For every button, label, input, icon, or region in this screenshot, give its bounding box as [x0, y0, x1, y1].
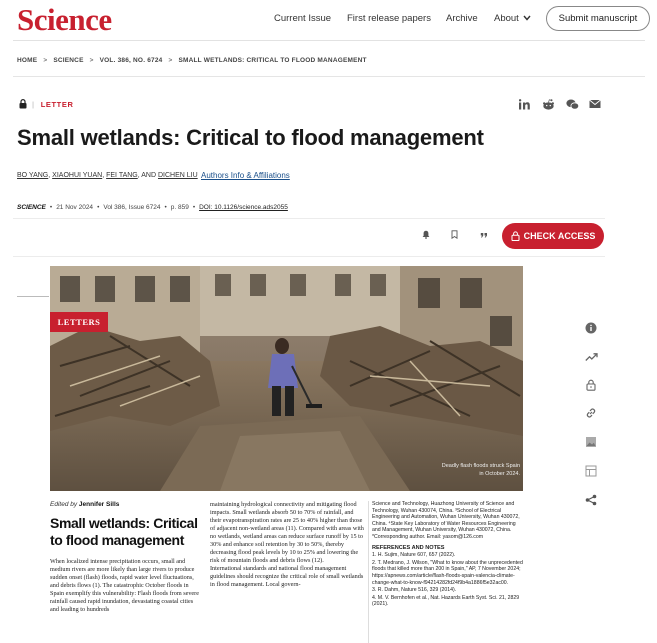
page-number: p. 859 [170, 204, 189, 211]
breadcrumb-current: SMALL WETLANDS: CRITICAL TO FLOOD MANAGEMENT [178, 57, 367, 64]
breadcrumb-volume[interactable]: VOL. 386, NO. 6724 [99, 57, 163, 64]
breadcrumb-separator: > [89, 57, 94, 64]
author-separator: , [48, 172, 53, 179]
toolbar-divider [13, 256, 605, 257]
nav-first-release-papers[interactable]: First release papers [347, 13, 431, 24]
quote-icon[interactable] [480, 230, 488, 239]
site-header [0, 0, 657, 40]
breadcrumb-home[interactable]: HOME [17, 57, 38, 64]
breadcrumb-science[interactable]: SCIENCE [53, 57, 84, 64]
share-icon[interactable] [584, 493, 598, 507]
citation-dot: • [97, 204, 100, 211]
author-separator: , [102, 172, 107, 179]
scan-column-3 [372, 501, 523, 609]
article-type-label: LETTER [40, 100, 74, 109]
trending-icon[interactable] [584, 350, 598, 364]
link-icon[interactable] [584, 406, 598, 420]
citation-line [17, 204, 288, 211]
citation-divider [13, 218, 605, 219]
chevron-down-icon [523, 15, 531, 21]
kicker-divider: | [32, 100, 35, 109]
submit-manuscript-button[interactable]: Submit manuscript [546, 6, 650, 31]
email-icon[interactable] [589, 99, 601, 109]
scan-column-2: maintaining hydrological connectivity and mitigating flood impacts. Small wetlands absorb 50 to 70% of rainfall, and their evapotranspiration rates are 25 to 40% higher than those of adjacent non-wetland areas (11). Compared with areas with no wetlands, wetland areas can reduce surface runoff by 15 to 30% and enhance soil retention by 30 to 50%, thereby decreasing flood peak levels by 10 to 25% and lowering the risk of mountain floods and debris flows (12). International standards and national flood management guidelines should recognize the critical role of small wetlands in flood management. Local govern- [210, 501, 364, 588]
link-icon-glyph [585, 407, 597, 419]
science-logo[interactable]: Science [17, 2, 112, 37]
journal-name: SCIENCE [17, 204, 46, 211]
reference-item: 3. R. Dahm, Nature 516, 329 (2014). [372, 587, 457, 594]
breadcrumb-separator: > [43, 57, 48, 64]
nav-archive[interactable]: Archive [446, 13, 478, 24]
authors-info-affiliations-link[interactable]: Authors Info & Affiliations [201, 171, 290, 180]
share-icon-glyph [585, 494, 597, 506]
breadcrumb-divider [13, 76, 645, 77]
check-access-button[interactable] [502, 223, 604, 249]
breadcrumb [17, 57, 367, 64]
photo-caption: Deadly flash floods struck Spain in October 2024. [441, 463, 520, 477]
letters-section-banner: LETTERS [50, 312, 108, 332]
info-icon[interactable] [584, 321, 598, 335]
reference-item: 1. H. Sujim, Nature 607, 657 (2022). [372, 552, 456, 559]
author-link[interactable]: FEI TANG [106, 172, 138, 179]
editor-name: Jennifer Sills [78, 501, 120, 508]
citation-dot: • [192, 204, 196, 211]
image-icon-glyph [585, 436, 597, 448]
author-list [17, 172, 198, 179]
bell-icon[interactable] [422, 230, 430, 239]
nav-current-issue[interactable]: Current Issue [274, 13, 332, 24]
reference-item: 2. T. Medrano, J. Wilson, "What to know about the unprecedented floods that killed more than 200 in Spain," AP, 7 November 2024; https://apnews.com/article/flash-floods-spain-valencia-climate-change-what-to-know-f94214282fd24f9b4a1886f5e32ac00. [372, 559, 523, 586]
flood-photo-illustration [50, 266, 523, 491]
header-divider [13, 40, 645, 41]
edited-by-prefix: Edited by [50, 501, 79, 508]
image-icon[interactable] [584, 435, 598, 449]
doi-link[interactable]: DOI: 10.1126/science.ads2055 [199, 204, 288, 211]
citation-dot: • [49, 204, 53, 211]
table-icon[interactable] [584, 464, 598, 478]
bookmark-icon[interactable] [451, 230, 458, 239]
article-type-kicker [32, 100, 73, 109]
reference-item: 4. M. V. Bernhofen et al., Nat. Hazards Earth Syst. Sci. 21, 2829 (2021). [372, 594, 520, 608]
article-title: Small wetlands: Critical to flood management [17, 125, 484, 150]
breadcrumb-separator: > [168, 57, 173, 64]
lock-icon-glyph [586, 379, 596, 391]
reddit-icon[interactable] [542, 99, 555, 110]
trending-icon-glyph [585, 352, 598, 362]
figure-rule [17, 296, 49, 297]
citation-dot: • [164, 204, 167, 211]
article-page-scan [50, 491, 523, 643]
lock-icon [511, 231, 520, 241]
check-access-label: CHECK ACCESS [523, 231, 596, 241]
author-link[interactable]: BO YANG [17, 172, 49, 179]
author-separator: , AND [137, 172, 158, 179]
affiliations-text: Science and Technology, Huazhong University of Science and Technology, Wuhan 430074, China. ³School of Electrical Engineering and Automation, Wuhan University, Wuhan 430072, China. ⁴State Key Laboratory of Water Resources Engineering and Management, Wuhan University, Wuhan 430072, China. *Corresponding author. Email: yasom@126.com [372, 501, 520, 540]
flood-debris-photo [50, 266, 523, 491]
author-link[interactable]: XIAOHUI YUAN [52, 172, 103, 179]
table-icon-glyph [585, 465, 597, 477]
scan-heading: Small wetlands: Critical to flood management [50, 515, 198, 548]
nav-about[interactable] [494, 13, 531, 24]
publication-date: 21 Nov 2024 [56, 204, 94, 211]
scan-column-divider [368, 501, 369, 643]
volume-issue: Vol 386, Issue 6724 [103, 204, 161, 211]
scan-column-1: When localized intense precipitation occurs, small and medium rivers are more likely than large rivers to produce sudden onset (flash) floods, rapid water level fluctuations, and debris flows (1). The catastrophic October floods in Spain exemplify this vulnerability: Flash floods from severe rainfall caused rapid inundation, devastating coastal cities and leading to hundreds [50, 558, 199, 613]
nav-about-label: About [494, 13, 519, 24]
lock-icon[interactable] [584, 378, 598, 392]
lock-icon [19, 99, 27, 109]
linkedin-icon[interactable] [519, 99, 530, 110]
wechat-icon[interactable] [566, 99, 579, 110]
references-heading: REFERENCES AND NOTES [372, 544, 445, 551]
info-icon-glyph [585, 322, 597, 334]
references-list [372, 552, 523, 608]
author-link[interactable]: DICHEN LIU [157, 172, 198, 179]
edited-by [50, 501, 119, 508]
